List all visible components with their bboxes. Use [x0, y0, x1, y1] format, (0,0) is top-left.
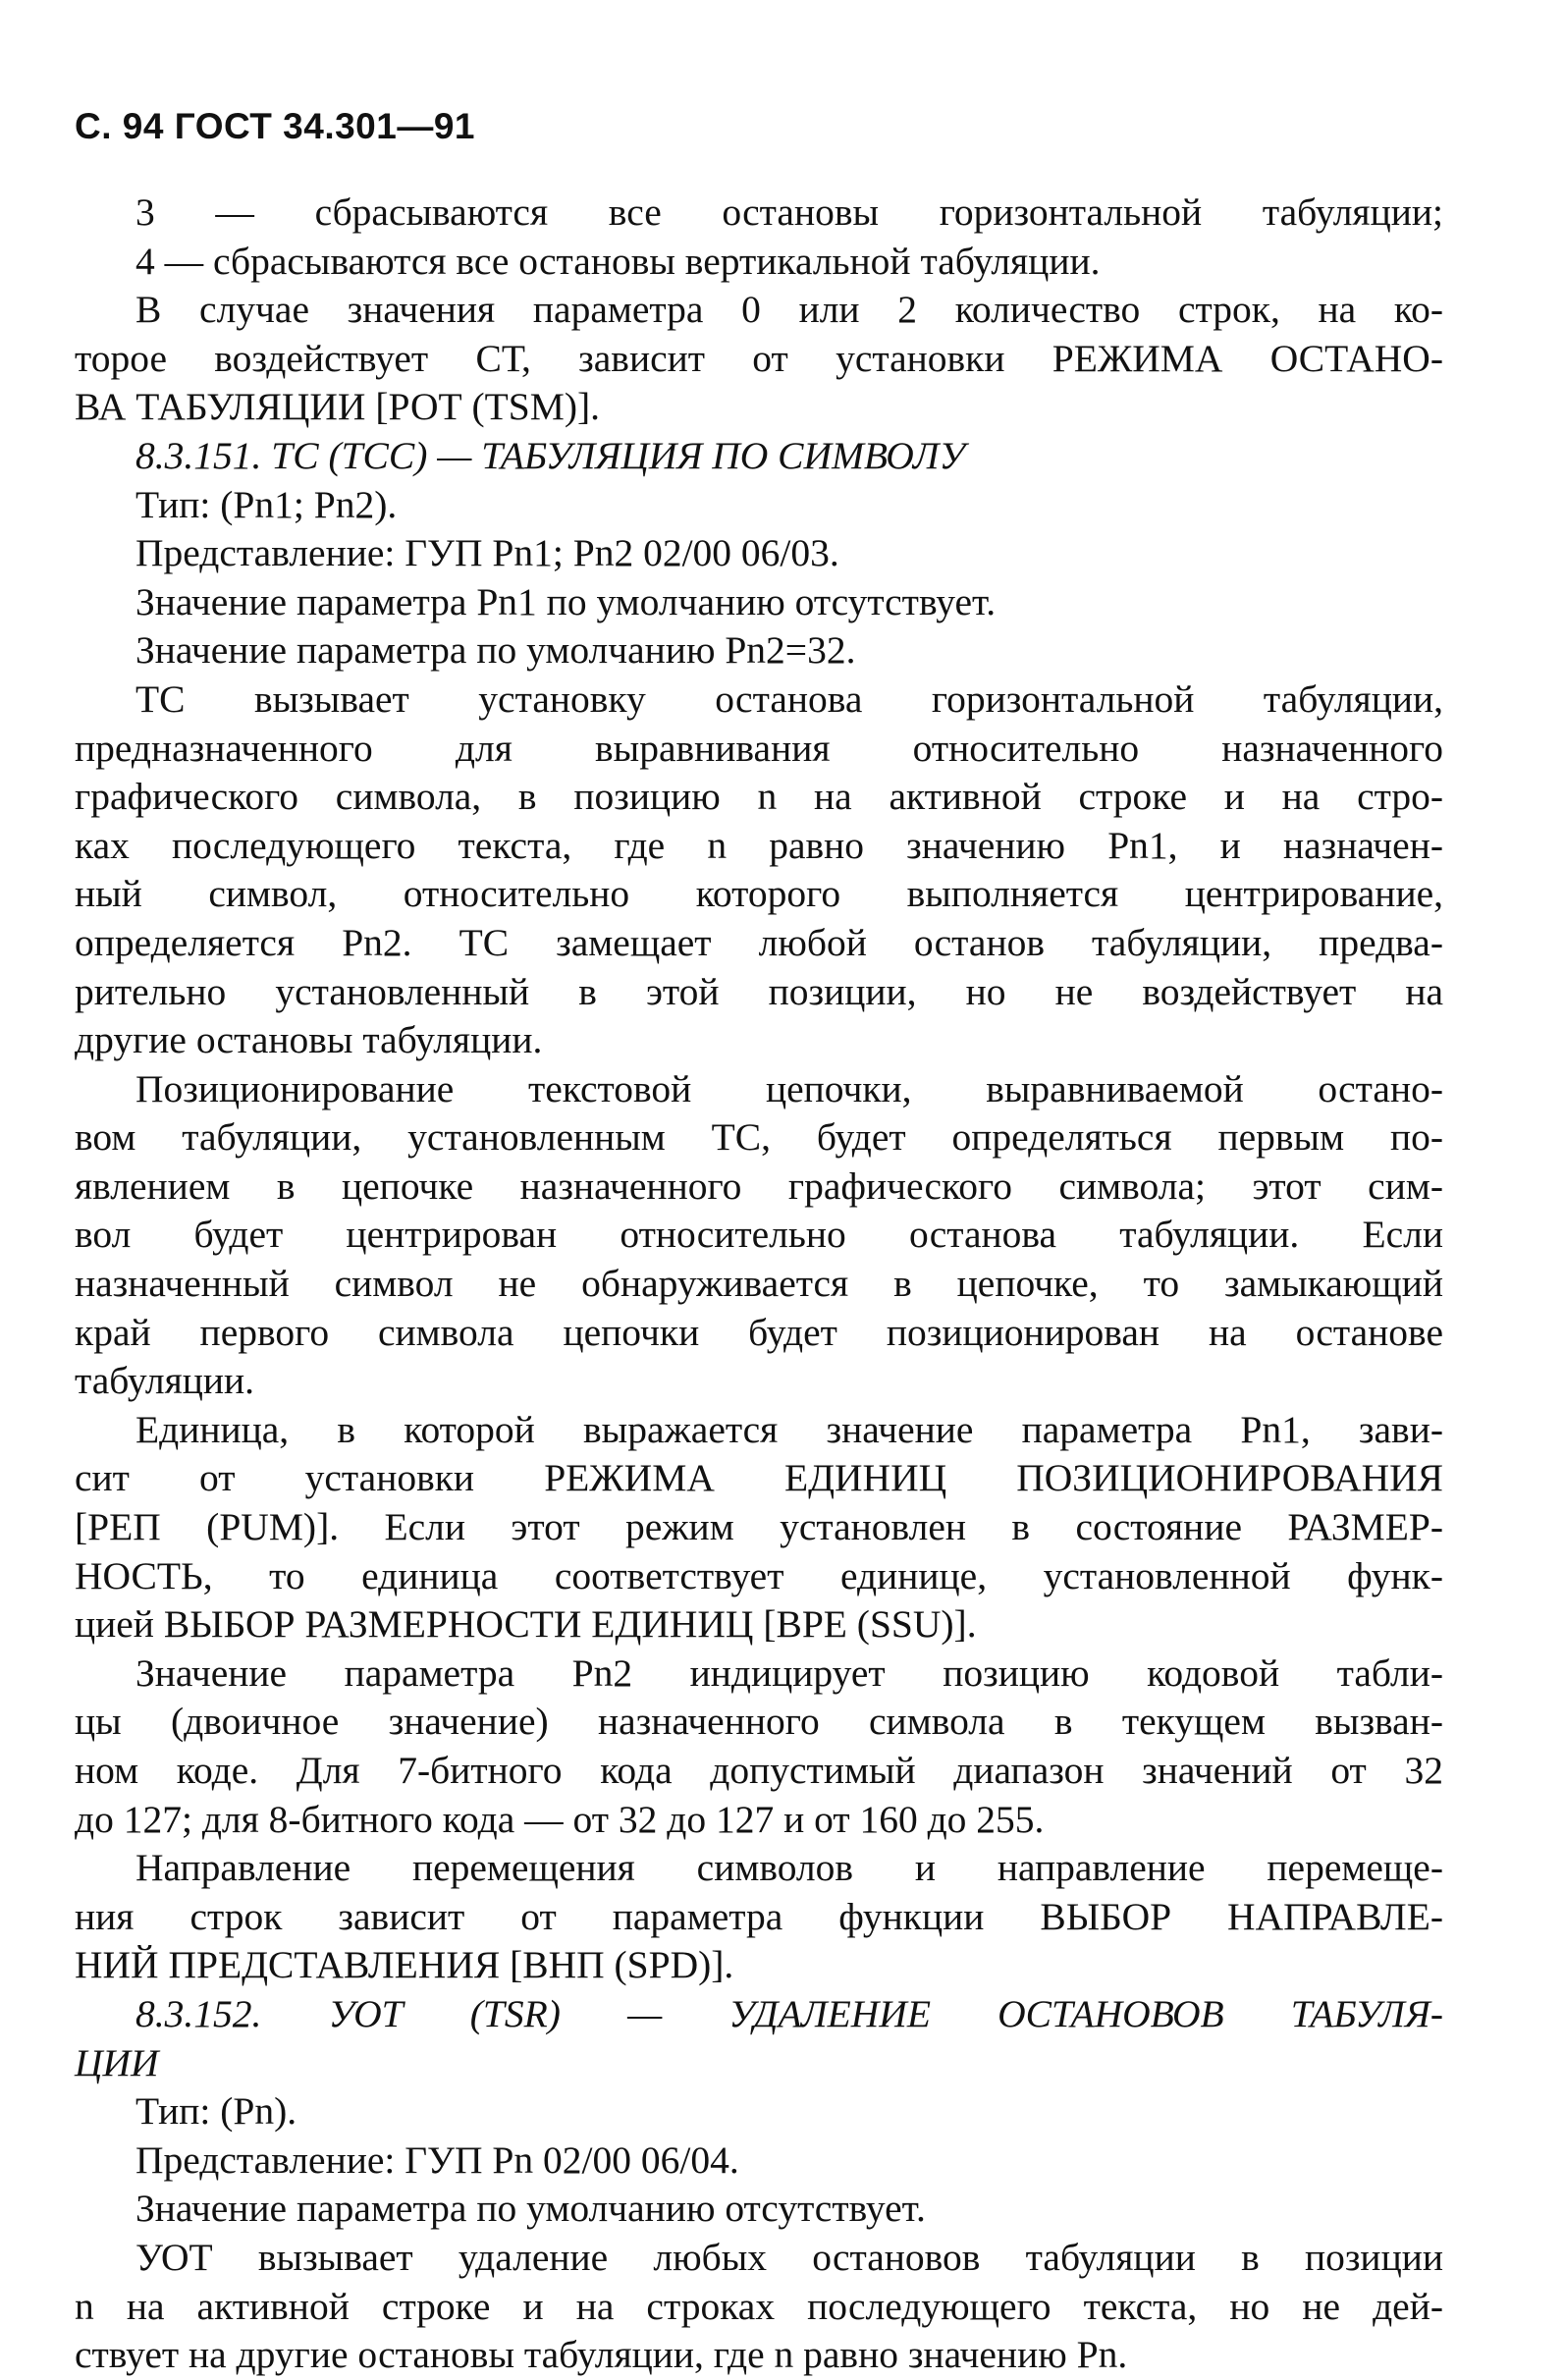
text-line: В случае значения параметра 0 или 2 количество строк, на ко-	[135, 288, 1443, 332]
text-line: Позиционирование текстовой цепочки, выравниваемой остано-	[135, 1066, 1443, 1110]
text-line: 3 — сбрасываются все остановы горизонтальной табуляции;	[135, 190, 1443, 234]
text-line: ном коде. Для 7-битного кода допустимый диапазон значений от 32	[75, 1749, 1443, 1792]
text-line: назначенный символ не обнаруживается в цепочке, то замыкающий	[75, 1262, 1443, 1306]
text-line: цией ВЫБОР РАЗМЕРНОСТИ ЕДИНИЦ [ВРЕ (SSU)].	[75, 1602, 977, 1647]
text-line: ствует на другие остановы табуляции, где n равно значению Pn.	[75, 2333, 1128, 2377]
text-line: сит от установки РЕЖИМА ЕДИНИЦ ПОЗИЦИОНИРОВАНИЯ	[75, 1456, 1443, 1500]
text-line: торое воздействует СТ, зависит от установки РЕЖИМА ОСТАНО-	[75, 336, 1443, 380]
text-line: Значение параметра Pn1 по умолчанию отсутствует.	[135, 579, 997, 623]
section-heading-text: 8.3.152. УОТ (TSR) — УДАЛЕНИЕ ОСТАНОВОВ ТАБУЛЯ-	[135, 1991, 1443, 2035]
text-line: до 127; для 8-битного кода — от 32 до 127 и от 160 до 255.	[75, 1797, 1045, 1841]
text-line: ния строк зависит от параметра функции ВЫБОР НАПРАВЛЕ-	[75, 1894, 1443, 1938]
text-line: ках последующего текста, где n равно значению Pn1, и назначен-	[75, 823, 1443, 867]
text-line: Значение параметра по умолчанию Pn2=32.	[135, 628, 856, 673]
text-line: ТС вызывает установку останова горизонтальной табуляции,	[135, 676, 1443, 721]
text-line: Значение параметра по умолчанию отсутствует.	[135, 2187, 926, 2231]
section-heading-text: ЦИИ	[75, 2040, 159, 2084]
text-line: другие остановы табуляции.	[75, 1018, 543, 1062]
text-line: Представление: ГУП Pn1; Pn2 02/00 06/03.	[135, 531, 839, 575]
document-body	[75, 189, 1443, 2380]
text-line: Единица, в которой выражается значение параметра Pn1, зави-	[135, 1407, 1443, 1451]
section-heading	[75, 432, 1443, 481]
text-line: край первого символа цепочки будет позиционирован на останове	[75, 1310, 1443, 1354]
text-line: 4 — сбрасываются все остановы вертикальной табуляции.	[135, 239, 1101, 283]
text-line: Представление: ГУП Pn 02/00 06/04.	[135, 2137, 739, 2182]
text-line: Тип: (Pn1; Pn2).	[135, 482, 398, 526]
section-heading-continuation	[75, 2039, 1443, 2088]
section-heading	[75, 1990, 1443, 2039]
text-line: [РЕП (PUM)]. Если этот режим установлен в состояние РАЗМЕР-	[75, 1505, 1443, 1549]
text-line: определяется Pn2. ТС замещает любой останов табуляции, предва-	[75, 920, 1443, 964]
text-line: НИЙ ПРЕДСТАВЛЕНИЯ [ВНП (SPD)].	[75, 1943, 734, 1987]
text-line: ный символ, относительно которого выполняется центрирование,	[75, 872, 1443, 916]
text-line: вол будет центрирован относительно останова табуляции. Если	[75, 1213, 1443, 1257]
text-line: графического символа, в позицию n на активной строке и на стро-	[75, 775, 1443, 819]
text-line: НОСТЬ, то единица соответствует единице, установленной функ-	[75, 1553, 1443, 1597]
text-line: предназначенного для выравнивания относительно назначенного	[75, 726, 1443, 770]
text-line: Направление перемещения символов и направление перемеще-	[135, 1846, 1443, 1890]
section-heading-text: 8.3.151. ТС (ТСС) — ТАБУЛЯЦИЯ ПО СИМВОЛУ	[135, 433, 966, 477]
text-line: n на активной строке и на строках последующего текста, но не дей-	[75, 2284, 1443, 2328]
text-line: Значение параметра Pn2 индицирует позицию кодовой табли-	[135, 1650, 1443, 1695]
text-line: вом табуляции, установленным ТС, будет определяться первым по-	[75, 1115, 1443, 1160]
running-head: С. 94 ГОСТ 34.301—91	[75, 106, 475, 146]
text-line: ВА ТАБУЛЯЦИИ [РОТ (TSM)].	[75, 385, 601, 429]
text-line: цы (двоичное значение) назначенного символа в текущем вызван-	[75, 1700, 1443, 1744]
text-line: УОТ вызывает удаление любых остановов табуляции в позиции	[135, 2235, 1443, 2279]
text-line: табуляции.	[75, 1359, 255, 1403]
text-line: Тип: (Pn).	[135, 2089, 297, 2134]
text-line: явлением в цепочке назначенного графического символа; этот сим-	[75, 1163, 1443, 1208]
text-line: рительно установленный в этой позиции, но не воздействует на	[75, 969, 1443, 1013]
